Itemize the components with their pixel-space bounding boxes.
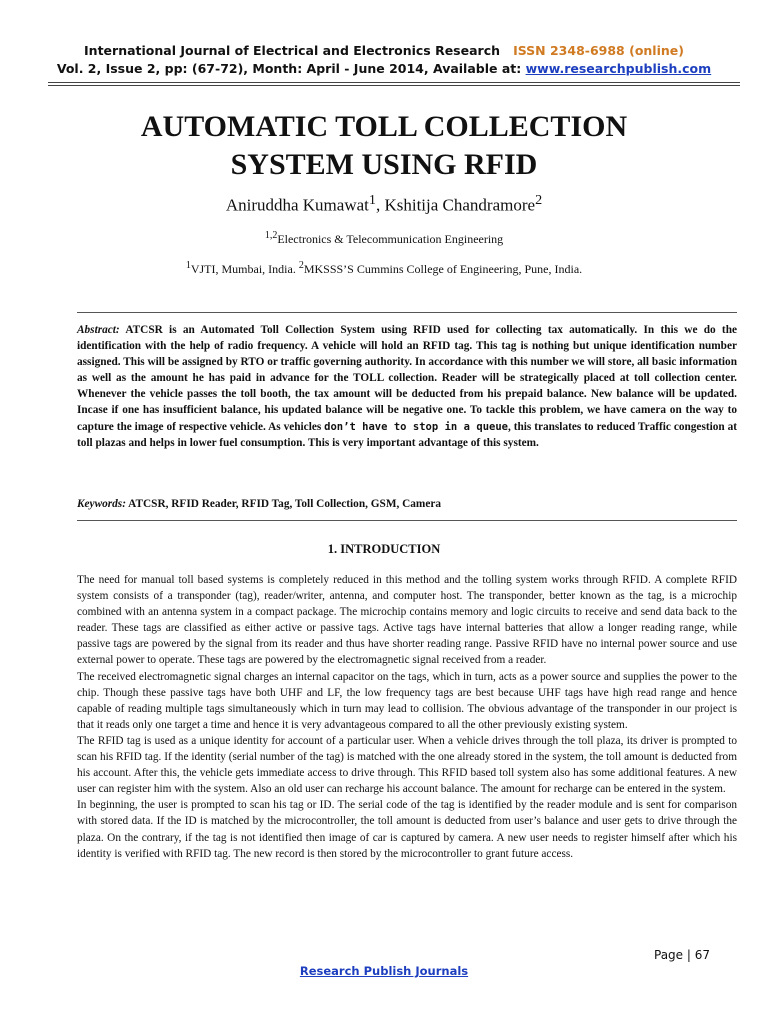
institution-2-sup: 2: [298, 260, 304, 271]
title-line-1: AUTOMATIC TOLL COLLECTION: [140, 110, 628, 143]
journal-name: International Journal of Electrical and Electronics Research: [84, 43, 501, 58]
department: [0, 230, 768, 247]
paragraph: In beginning, the user is prompted to scan his tag or ID. The serial code of the tag is identified by the reader module and is sent for comparison with stored data. If the ID is matched by the microcontroller, the toll amount is deducted from user’s balance and user gets to drive through the plaza. On the contrary, if the tag is not identified then image of car is captured by camera. A new user needs to register himself after which his identity is verified with RFID tag. The new record is then stored by the microcontroller to grant future access.: [77, 799, 737, 860]
author-2: Kshitija Chandramore: [384, 195, 536, 215]
abstract-rule-bottom: [77, 520, 737, 521]
volume-info: Vol. 2, Issue 2, pp: (67-72), Month: April - June 2014, Available at:: [56, 61, 522, 76]
section-title: 1. INTRODUCTION: [327, 542, 441, 556]
abstract-rule-top: [77, 312, 737, 313]
author-1-sup: 1: [368, 192, 376, 208]
institutions: [0, 260, 768, 277]
page-number: Page | 67: [654, 948, 710, 962]
abstract: [77, 322, 737, 451]
author-separator: ,: [375, 195, 385, 215]
author-2-sup: 2: [535, 192, 543, 208]
paper-title: [0, 108, 768, 184]
department-sup: 1,2: [264, 230, 278, 241]
abstract-label: Abstract:: [77, 324, 120, 336]
paragraph: The RFID tag is used as a unique identity for account of a particular user. When a vehicle drives through the toll plaza, its driver is prompted to scan his RFID tag. If the identity (serial number of the tag) is matched with the one already stored in the system, the toll amount is deducted from his account. After this, the vehicle gets immediate access to drive through. This RFID based toll system also has some additional features. A new user can register him with the system. Also an old user can recharge his account balance. The amount for recharge can be entered in the system.: [77, 734, 737, 796]
keywords-text: ATCSR, RFID Reader, RFID Tag, Toll Collection, GSM, Camera: [125, 498, 442, 510]
institution-2: MKSSS’S Cummins College of Engineering, Pune, India.: [303, 262, 583, 276]
authors: [0, 192, 768, 216]
abstract-text-2: , this translates to reduced Traffic congestion at toll plazas and helps in lower fuel consumption. This is very important advantage of this system.: [77, 420, 737, 449]
paragraph: The need for manual toll based systems is completely reduced in this method and the tolling system works through RFID. A complete RFID system consists of a transponder (tag), reader/writer, antenna, and computer host. The transponder, better known as the tag, is a microchip combined with an antenna system in a compact package. The microchip contains memory and logic circuits to receive and send data back to the reader. These tags are classified as either active or passive tags. Active tags have internal batteries that allow a longer reading range, while passive tags are powered by the signal from its reader and thus have shorter reading range. Passive RFID have no internal power source and use external power to operate. These tags are powered by the electromagnetic signal received from a reader.: [77, 574, 737, 667]
institution-1: VJTI, Mumbai, India.: [190, 262, 299, 276]
footer-link[interactable]: Research Publish Journals: [299, 964, 469, 978]
journal-website-link[interactable]: www.researchpublish.com: [525, 61, 712, 76]
header-rule-bottom: [48, 85, 740, 86]
journal-header: [0, 42, 768, 78]
keywords-label: Keywords:: [77, 498, 126, 510]
keywords: [77, 498, 737, 510]
institution-1-sup: 1: [185, 260, 191, 271]
department-name: Electronics & Telecommunication Engineering: [277, 232, 504, 246]
paragraph: The received electromagnetic signal charges an internal capacitor on the tags, which in turn, acts as a power source and supplies the power to the chip. Though these passive tags have both UHF and LF, the low frequency tags are best because UHF tags have high read range and hence capable of reading multiple tags simultaneously which in turn may lead to collision. The obvious advantage of the transponder in our project is that it reads only one target a time and hence it is very advantageous compared to all the other previously existing system.: [77, 670, 737, 731]
journal-header-line1: [0, 42, 768, 60]
title-line-2: SYSTEM USING RFID: [230, 148, 538, 181]
journal-header-line2: [0, 60, 768, 78]
author-1: Aniruddha Kumawat: [225, 195, 369, 215]
issn: ISSN 2348-6988 (online): [513, 43, 684, 58]
body-text: [77, 572, 737, 862]
header-rule-top: [48, 82, 740, 83]
abstract-text-1: ATCSR is an Automated Toll Collection System using RFID used for collecting tax automatically. In this we do the identification with the help of radio frequency. A vehicle will hold an RFID tag. This tag is nothing but unique identification number assigned. This will be assigned by RTO or traffic governing authority. In accordance with this number we will store, all basic information as well as the amount he has paid in advance for the TOLL collection. Reader will be strategically placed at toll collection center. Whenever the vehicle passes the toll booth, the tax amount will be deducted from his prepaid balance. New balance will be updated. Incase if one has insufficient balance, his updated balance will be negative one. To tackle this problem, we have camera on the way to capture the image of respective vehicle. As vehicles: [77, 324, 737, 433]
abstract-text-mono: don’t have to stop in a queue: [324, 420, 508, 433]
